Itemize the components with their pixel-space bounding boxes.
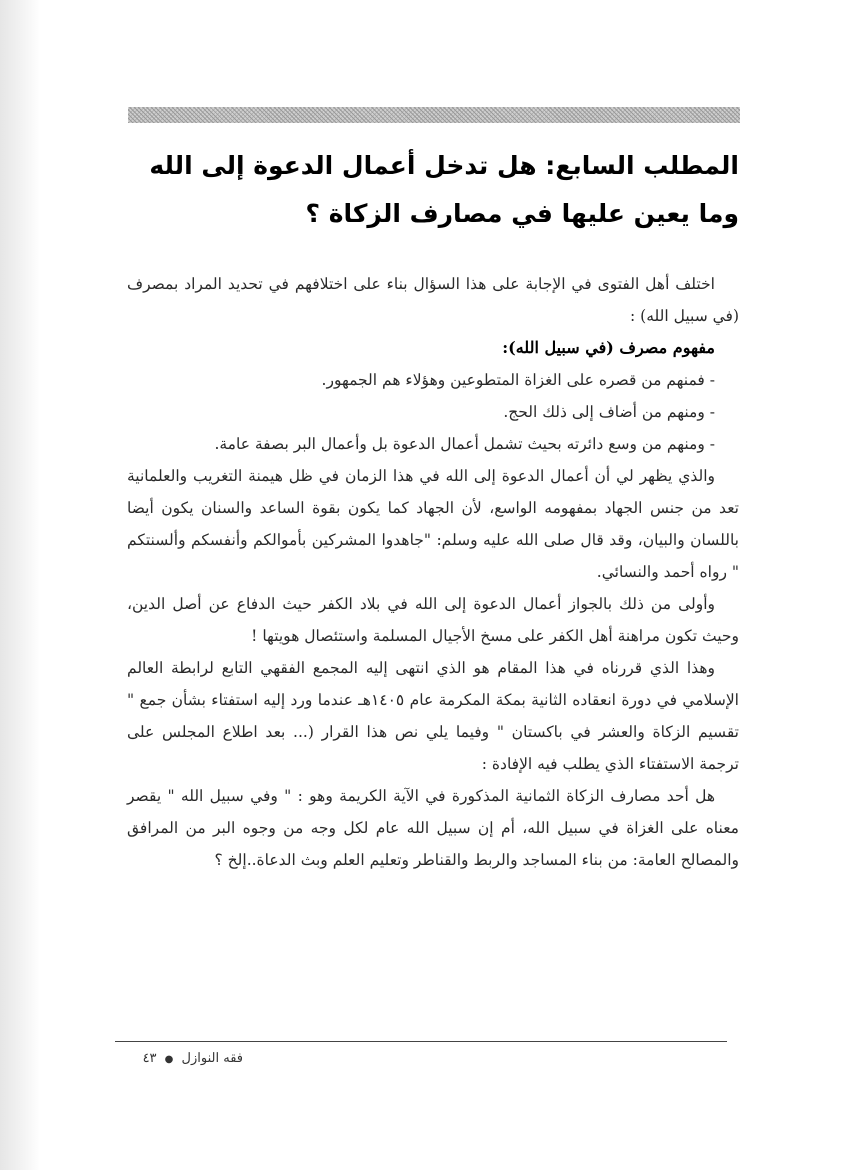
footer-rule <box>115 1041 727 1042</box>
section-title: المطلب السابع: هل تدخل أعمال الدعوة إلى الله وما يعين عليها في مصارف الزكاة ؟ <box>149 151 739 228</box>
paragraph: هل أحد مصارف الزكاة الثمانية المذكورة في الآية الكريمة وهو : " وفي سبيل الله " يقصر معناه على الغزاة في سبيل الله، أم إن سبيل الله عام لكل وجه من وجوه البر من المرافق والمصالح العامة: من بناء المساجد والربط والقناطر وتعليم العلم وبث الدعاة..إلخ ؟ <box>127 787 739 869</box>
header-decorative-rule <box>128 107 740 123</box>
body-text <box>127 268 739 876</box>
footer-book-title: فقه النوازل <box>181 1051 243 1066</box>
page-footer <box>143 1051 243 1066</box>
paragraph: وأولى من ذلك بالجواز أعمال الدعوة إلى الله في بلاد الكفر حيث الدفاع عن أصل الدين، وحيث تكون مراهنة أهل الكفر على مسخ الأجيال المسلمة واستئصال هويتها ! <box>127 595 739 645</box>
scan-edge-shadow <box>0 0 40 1170</box>
bullet-icon: ● <box>164 1054 174 1065</box>
list-item: - ومنهم من أضاف إلى ذلك الحج. <box>503 403 715 421</box>
list-item: - ومنهم من وسع دائرته بحيث تشمل أعمال الدعوة بل وأعمال البر بصفة عامة. <box>214 435 715 453</box>
subheading: مفهوم مصرف (في سبيل الله): <box>502 338 715 357</box>
paragraph: والذي يظهر لي أن أعمال الدعوة إلى الله في هذا الزمان في ظل هيمنة التغريب والعلمانية تعد من جنس الجهاد بمفهومه الواسع، لأن الجهاد كما يكون بقوة الساعد والسنان يكون أيضا باللسان والبيان، وقد قال صلى الله عليه وسلم: "جاهدوا المشركين بأموالكم وأنفسكم وألسنتكم " رواه أحمد والنسائي. <box>127 467 739 581</box>
page-number: ٤٣ <box>142 1051 157 1066</box>
list-item: - فمنهم من قصره على الغزاة المتطوعين وهؤلاء هم الجمهور. <box>321 371 715 389</box>
paragraph: وهذا الذي قررناه في هذا المقام هو الذي انتهى إليه المجمع الفقهي التابع لرابطة العالم الإسلامي في دورة انعقاده الثانية بمكة المكرمة عام ١٤٠٥هـ عندما ورد إليه استفتاء بشأن جمع " تقسيم الزكاة والعشر في باكستان " وفيما يلي نص هذا القرار (... بعد اطلاع المجلس على ترجمة الاستفتاء الذي يطلب فيه الإفادة : <box>127 659 739 773</box>
intro-paragraph: اختلف أهل الفتوى في الإجابة على هذا السؤال بناء على اختلافهم في تحديد المراد بمصرف (في سبيل الله) : <box>127 275 739 325</box>
